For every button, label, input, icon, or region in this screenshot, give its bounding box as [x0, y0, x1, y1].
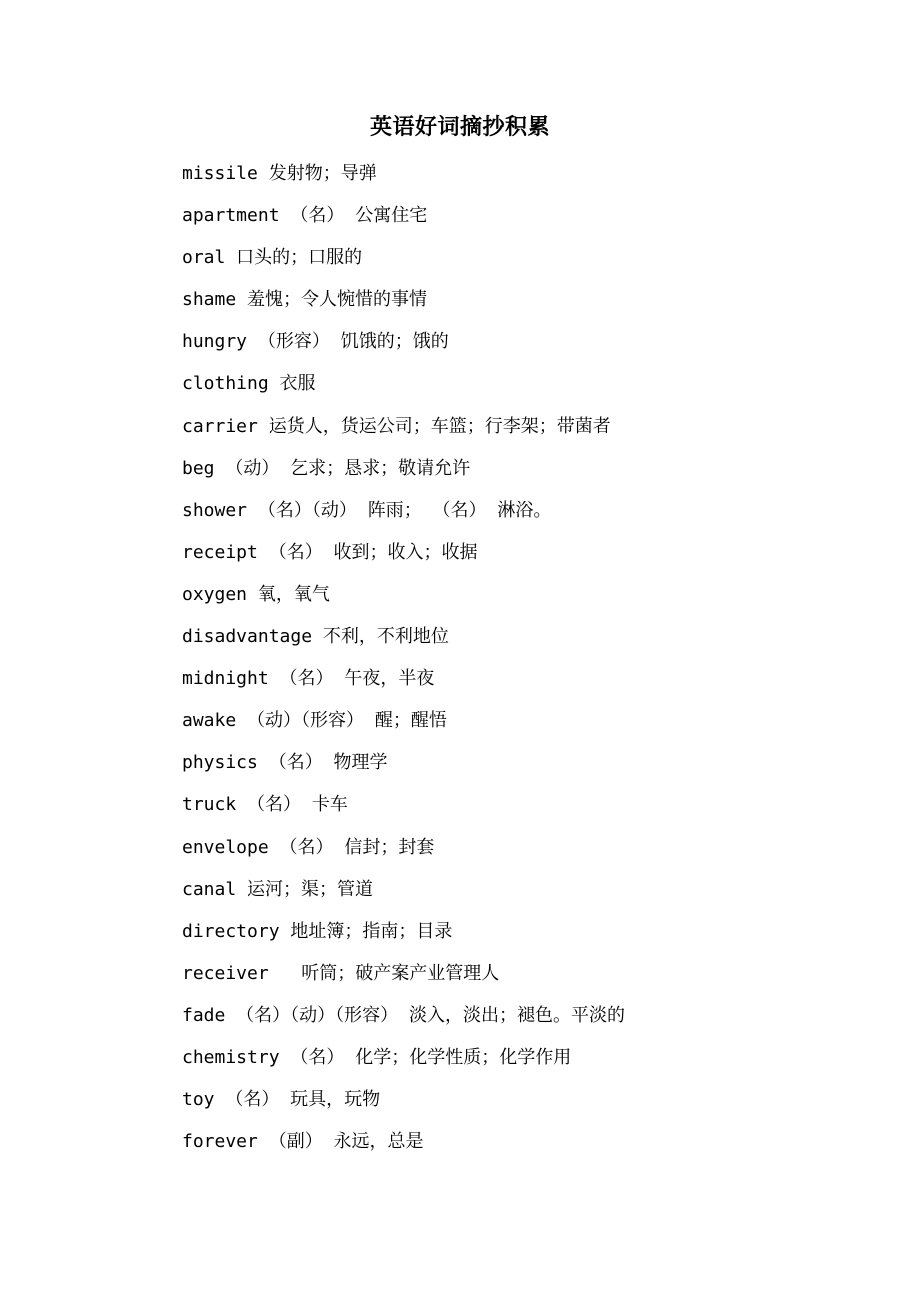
- vocabulary-entry: beg （动） 乞求；恳求；敬请允许: [182, 457, 471, 479]
- vocabulary-entry: receiver 听筒；破产案产业管理人: [182, 962, 500, 984]
- vocabulary-entry: oral 口头的；口服的: [182, 247, 363, 269]
- vocabulary-entry: fade （名）（动）（形容） 淡入，淡出；褪色。平淡的: [182, 1004, 626, 1026]
- vocabulary-list: [182, 153, 860, 1163]
- vocabulary-entry: forever （副） 永远，总是: [182, 1131, 424, 1153]
- vocabulary-entry: shame 羞愧；令人惋惜的事情: [182, 289, 428, 311]
- vocabulary-entry: canal 运河；渠；管道: [182, 878, 374, 900]
- vocabulary-entry: physics （名） 物理学: [182, 752, 388, 774]
- vocabulary-entry: envelope （名） 信封；封套: [182, 836, 435, 858]
- vocabulary-entry: shower （名）（动） 阵雨； （名） 淋浴。: [182, 499, 552, 521]
- vocabulary-entry: midnight （名） 午夜，半夜: [182, 668, 435, 690]
- vocabulary-entry: hungry （形容） 饥饿的；饿的: [182, 331, 449, 353]
- vocabulary-entry: toy （名） 玩具，玩物: [182, 1089, 381, 1111]
- vocabulary-entry: awake （动）（形容） 醒；醒悟: [182, 710, 447, 732]
- document-title: 英语好词摘抄积累: [369, 114, 550, 140]
- vocabulary-entry: directory 地址簿；指南；目录: [182, 920, 453, 942]
- vocabulary-entry: apartment （名） 公寓住宅: [182, 205, 428, 227]
- vocabulary-entry: disadvantage 不利，不利地位: [182, 626, 449, 648]
- vocabulary-entry: clothing 衣服: [182, 373, 316, 395]
- vocabulary-entry: oxygen 氧，氧气: [182, 583, 330, 605]
- vocabulary-entry: receipt （名） 收到；收入；收据: [182, 541, 478, 563]
- vocabulary-entry: missile 发射物；导弹: [182, 163, 377, 184]
- vocabulary-entry: chemistry （名） 化学；化学性质；化学作用: [182, 1046, 572, 1068]
- vocabulary-entry: carrier 运货人，货运公司；车篮；行李架；带菌者: [182, 415, 611, 437]
- vocabulary-entry: truck （名） 卡车: [182, 794, 348, 816]
